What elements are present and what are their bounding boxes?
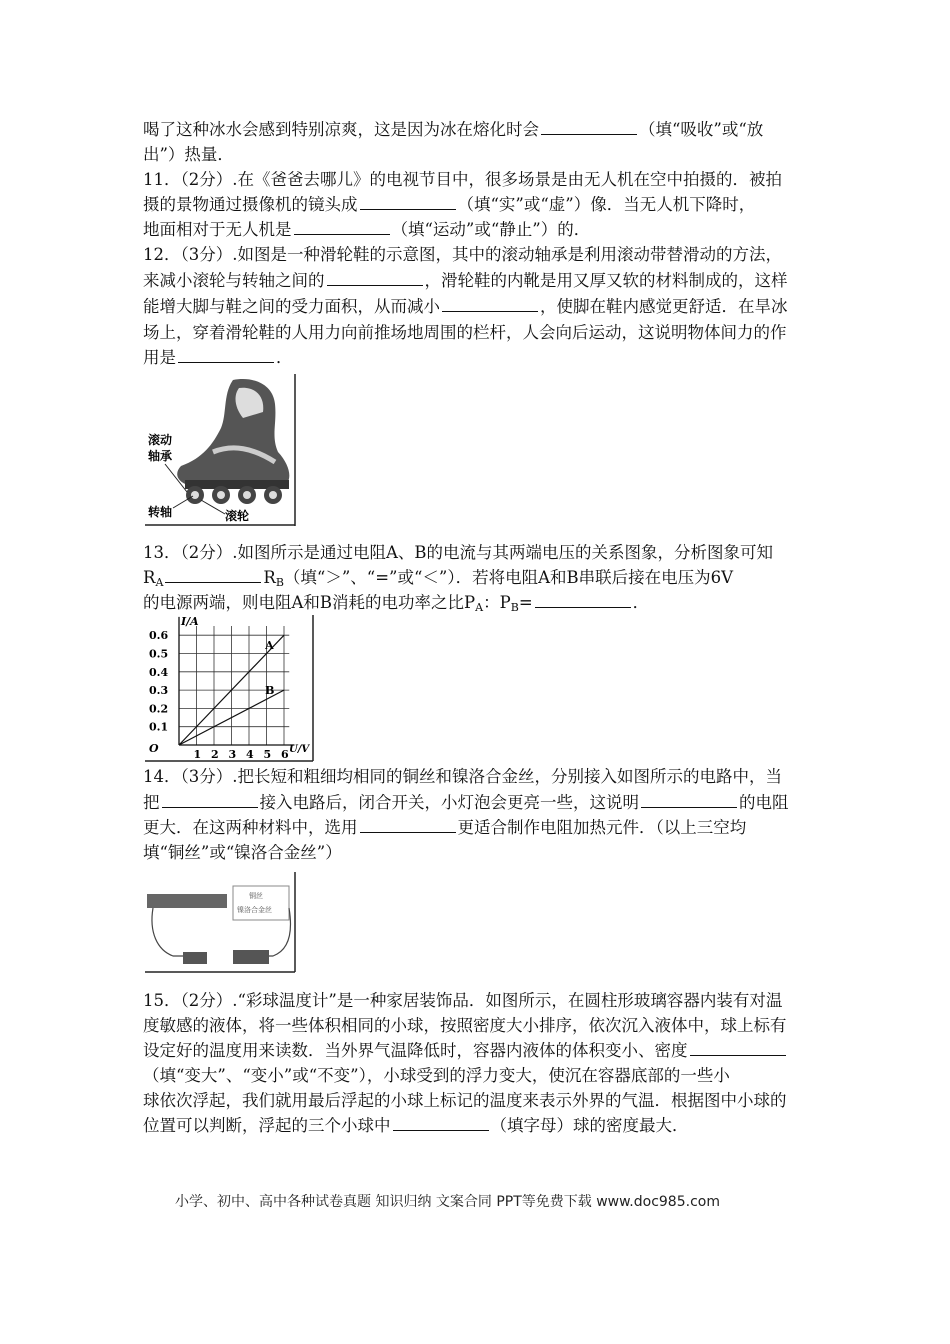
switch-icon [233, 950, 269, 964]
answer-blank[interactable] [393, 1115, 489, 1131]
x-tick-label: 2 [211, 748, 219, 761]
text-line: 来减小滚轮与转轴之间的 ，滑轮鞋的内靴是用又厚又软的材料制成的，这样 [143, 271, 788, 290]
answer-blank[interactable] [294, 219, 390, 235]
y-tick-label: 0.3 [149, 684, 169, 698]
label-copper: 铜丝 [249, 892, 263, 900]
iu-graph [143, 613, 318, 763]
text-line: 喝了这种冰水会感到特别凉爽，这是因为冰在熔化时会 （填“吸收”或“放 [143, 120, 764, 139]
text-line: $R_A$ $R_B$（填“＞”、“=”或“＜”）．若将电阻A和B串联后接在电压为6V [143, 568, 734, 589]
answer-blank[interactable] [641, 792, 737, 808]
text-line: 位置可以判断，浮起的三个小球中 （填字母）球的密度最大． [143, 1116, 689, 1135]
x-tick-label: 1 [193, 748, 202, 761]
label-axle: 转轴 [148, 505, 173, 519]
answer-blank[interactable] [165, 567, 261, 583]
x-tick-label: 6 [281, 748, 289, 761]
label-bearing: 轴承 [148, 449, 173, 463]
text-line: 球依次浮起，我们就用最后浮起的小球上标记的温度来表示外界的气温．根据图中小球的 [143, 1091, 787, 1110]
text-line: 的电源两端，则电阻A和B消耗的电功率之比$P_A$：$P_B=$ ． [143, 593, 650, 614]
y-tick-label: 0.1 [149, 720, 169, 734]
question-12: 12．（3分）.如图是一种滑轮鞋的示意图，其中的滚动轴承是利用滚动带替滑动的方法， [143, 245, 782, 264]
question-11: 11．（2分）.在《爸爸去哪儿》的电视节目中，很多场景是由无人机在空中拍摄的．被拍 [143, 170, 782, 189]
text-line: 更大．在这两种材料中，选用 更适合制作电阻加热元件．（以上三空均 [143, 818, 747, 837]
label-bearing: 滚动 [148, 433, 173, 447]
text-line: 度敏感的液体，将一些体积相同的小球，按照密度大小排序，依次沉入液体中，球上标有 [143, 1016, 787, 1035]
answer-blank[interactable] [327, 270, 423, 286]
answer-blank[interactable] [162, 792, 258, 808]
series-label-a: A [265, 638, 274, 652]
answer-blank[interactable] [178, 347, 274, 363]
wire-sample-image [147, 894, 227, 908]
label-wheel: 滚轮 [225, 509, 250, 523]
text-line: 用是 ． [143, 348, 293, 367]
text-line: 设定好的温度用来读数．当外界气温降低时，容器内液体的体积变小、密度 [143, 1040, 788, 1062]
circuit-figure [143, 872, 298, 974]
question-15: 15．（2分）.“彩球温度计”是一种家居装饰品．如图所示，在圆柱形玻璃容器内装有对温 [143, 991, 783, 1010]
text-line: 出”）热量． [143, 145, 234, 164]
skate-figure [143, 374, 298, 527]
x-tick-label: 3 [228, 748, 237, 761]
question-13: 13．（2分）.如图所示是通过电阻A、B的电流与其两端电压的关系图象，分析图象可知 [143, 543, 774, 562]
x-axis-label: U/V [289, 744, 310, 755]
answer-blank[interactable] [541, 119, 637, 135]
text-line: 把 接入电路后，闭合开关，小灯泡会更亮一些，这说明 的电阻 [143, 793, 789, 812]
series-label-b: B [265, 683, 275, 697]
y-tick-label: 0.6 [149, 629, 169, 643]
x-tick-label: 5 [263, 748, 272, 761]
x-tick-label: 4 [246, 748, 254, 761]
answer-blank[interactable] [360, 817, 456, 833]
y-tick-label: 0.4 [149, 665, 169, 679]
text-line: 能增大脚与鞋之间的受力面积，从而减小 ，使脚在鞋内感觉更舒适．在旱冰 [143, 297, 788, 316]
answer-blank[interactable] [690, 1040, 786, 1056]
answer-blank[interactable] [442, 296, 538, 312]
text-line: 地面相对于无人机是 （填“运动”或“静止”）的． [143, 220, 591, 239]
label-nickel-alloy: 镍洛合金丝 [237, 906, 272, 914]
y-tick-label: 0.5 [149, 647, 169, 661]
skate-boot-image [177, 379, 289, 504]
text-line: 场上，穿着滑轮鞋的人用力向前推场地周围的栏杆，人会向后运动，这说明物体间力的作 [143, 323, 787, 342]
answer-blank[interactable] [360, 194, 456, 210]
bulb-icon [183, 952, 207, 964]
answer-blank[interactable] [535, 592, 631, 608]
page-footer: 小学、初中、高中各种试卷真题 知识归纳 文案合同 PPT等免费下载 www.doc985.com [175, 1194, 720, 1210]
y-tick-label: 0.2 [149, 702, 169, 716]
question-14: 14．（3分）.把长短和粗细均相同的铜丝和镍洛合金丝，分别接入如图所示的电路中，当 [143, 767, 782, 786]
origin-label: O [149, 742, 159, 755]
text-line: （填“变大”、“变小”或“不变”），小球受到的浮力变大，使沉在容器底部的一些小 [143, 1066, 730, 1085]
y-axis-label: I/A [181, 615, 199, 628]
text-line: 填“铜丝”或“镍洛合金丝”） [143, 843, 342, 862]
text-line: 摄的景物通过摄像机的镜头成 （填“实”或“虚”）像．当无人机下降时， [143, 195, 756, 214]
